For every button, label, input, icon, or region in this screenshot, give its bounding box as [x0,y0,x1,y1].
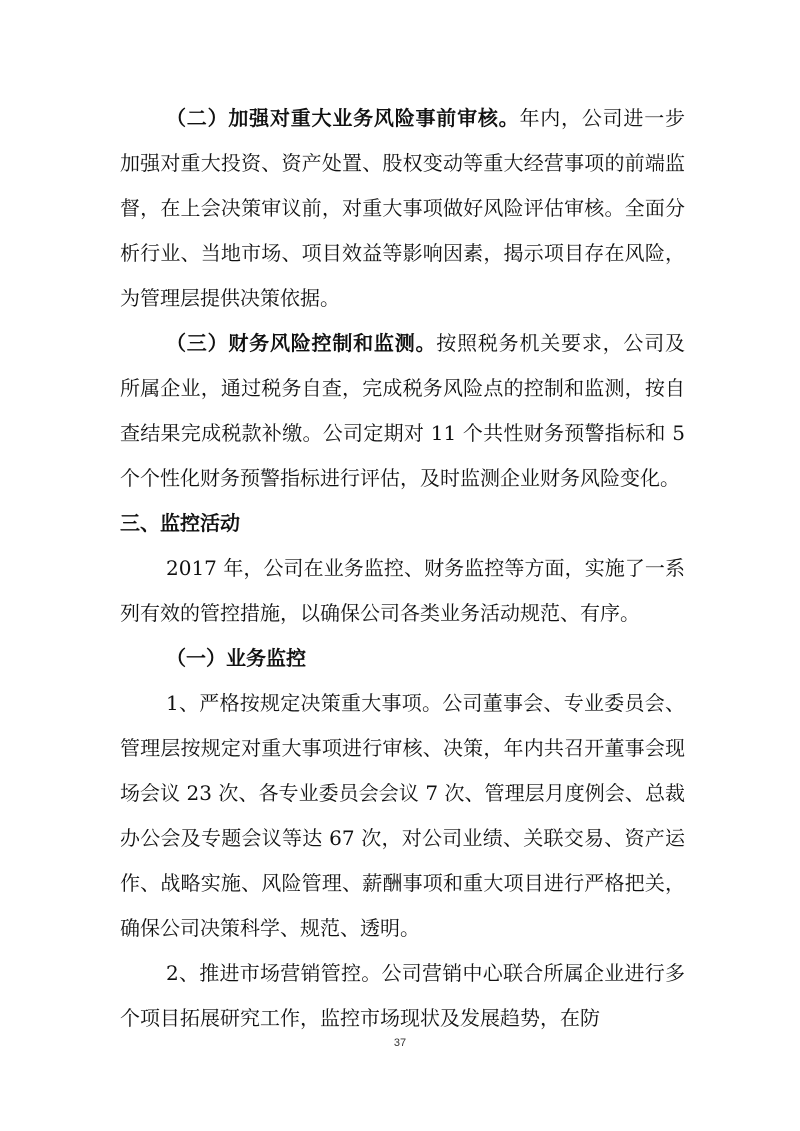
paragraph-heading: （二）加强对重大业务风险事前审核。 [166,106,520,130]
paragraph-item-1: 1、严格按规定决策重大事项。公司董事会、专业委员会、管理层按规定对重大事项进行审核、决策，年内共召开董事会现场会议 23 次、各专业委员会会议 7 次、管理层月度例会、总裁办公会及专题会议等达 67 次，对公司业绩、关联交易、资产运作、战略实施、风险管理、薪酬事项和重大项目进行严格把关，确保公司决策科学、规范、透明。 [120,691,685,940]
paragraph-heading: （三）财务风险控制和监测。 [166,331,437,355]
document-body [120,96,685,1041]
paragraph-risk-review [120,96,685,321]
subsection-title-business: （一）业务监控 [166,646,306,670]
paragraph-text: 年内，公司进一步加强对重大投资、资产处置、股权变动等重大经营事项的前端监督，在上会决策审议前，对重大事项做好风险评估审核。全面分析行业、当地市场、项目效益等影响因素，揭示项目存在风险，为管理层提供决策依据。 [120,106,686,310]
paragraph-text: 按照税务机关要求，公司及所属企业，通过税务自查，完成税务风险点的控制和监测，按自查结果完成税款补缴。公司定期对 11 个共性财务预警指标和 5 个个性化财务预警指标进行评估，及时监测企业财务风险变化。 [120,331,686,490]
page-number: 37 [393,1037,407,1049]
paragraph-item-2: 2、推进市场营销管控。公司营销中心联合所属企业进行多个项目拓展研究工作，监控市场现状及发展趋势，在防 [120,961,685,1030]
section-title-monitoring: 三、监控活动 [120,511,240,535]
paragraph-monitoring-intro: 2017 年，公司在业务监控、财务监控等方面，实施了一系列有效的管控措施，以确保公司各类业务活动规范、有序。 [120,556,685,625]
paragraph-financial-risk [120,321,685,501]
